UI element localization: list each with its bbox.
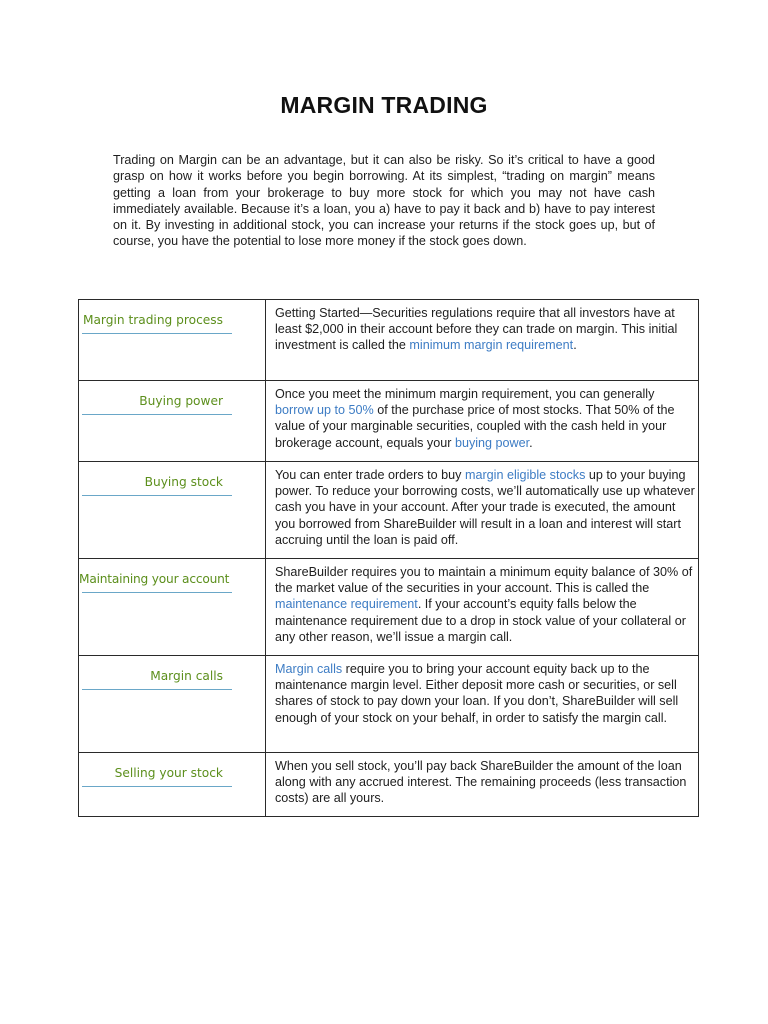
intro-paragraph: Trading on Margin can be an advantage, but it can also be risky. So it’s critical to have a good grasp on how it works before you begin borrowing. At its simplest, “trading on margin” means getting a loan from your brokerage to buy more stock for which you may not have cash immediately available. Because it’s a loan, you a) have to pay it back and b) have to pay interest on it. By investing in additional stock, you can increase your returns if the stock goes up, but of course, you have the potential to lose more money if the stock goes down. (113, 153, 655, 249)
row-text: up to your buying power. To reduce your borrowing costs, we’ll automatically use up whatever cash you have in your account. After your trade is executed, the amount you borrowed from ShareBuilder will result in a loan and interest will start accruing until the loan is paid off. (275, 468, 695, 547)
margin-calls-link[interactable]: Margin calls (275, 662, 343, 676)
row-text: Once you meet the minimum margin requirement, you can generally (275, 387, 655, 401)
row-description (266, 462, 699, 559)
row-label: Buying stock (144, 475, 223, 489)
row-label-cell (79, 559, 266, 656)
row-label-cell (79, 462, 266, 559)
borrow-up-to-50-link[interactable]: borrow up to 50% (275, 403, 374, 418)
margin-eligible-stocks-link[interactable]: margin eligible stocks (464, 468, 586, 482)
row-description (266, 559, 699, 656)
table-row (79, 559, 699, 656)
table-row (79, 462, 699, 559)
row-text: of the purchase price of most stocks. That 50% of the value of your marginable securities, coupled with the cash held in your brokerage account, equals your (275, 403, 675, 450)
label-underline (82, 689, 232, 690)
row-label-cell (79, 753, 266, 817)
label-underline (82, 592, 232, 593)
row-label: Margin trading process (82, 313, 223, 327)
row-text: ShareBuilder requires you to maintain a minimum equity balance of 30% of the market value of the securities in your account. This is called the (275, 565, 693, 596)
row-description (266, 381, 699, 462)
row-text: . (573, 338, 577, 353)
row-text: You can enter trade orders to buy (275, 468, 465, 482)
row-description (266, 656, 699, 753)
row-text: . (529, 435, 533, 450)
label-underline (82, 333, 232, 334)
table-row (79, 753, 699, 817)
label-underline (82, 786, 232, 787)
row-label-cell (79, 381, 266, 462)
row-label: Selling your stock (114, 766, 223, 780)
label-underline (82, 414, 232, 415)
maintenance-requirement-link[interactable]: maintenance requirement (275, 597, 418, 612)
table-row (79, 300, 699, 381)
table-row (79, 656, 699, 753)
row-text: Getting Started—Securities regulations require that all investors have at least $2,000 in their account before they can trade on margin. This initial investment is called the (275, 306, 678, 353)
row-label: Maintaining your account (79, 572, 230, 586)
row-description (266, 300, 699, 381)
buying-power-link[interactable]: buying power (454, 435, 530, 450)
margin-info-table (78, 299, 699, 817)
row-text: When you sell stock, you’ll pay back ShareBuilder the amount of the loan along with any accrued interest. The remaining proceeds (less transaction costs) are all yours. (275, 759, 687, 806)
table-row (79, 381, 699, 462)
row-label-cell (79, 656, 266, 753)
row-description (266, 753, 699, 817)
page-title: MARGIN TRADING (280, 92, 488, 118)
row-text: require you to bring your account equity back up to the maintenance margin level. Either deposit more cash or securities, or sell shares of stock to pay down your loan. If you don’t, ShareBuilder will sell enough of your stock on your behalf, in order to satisfy the margin call. (275, 662, 679, 725)
minimum-margin-requirement-link[interactable]: minimum margin requirement (409, 338, 574, 353)
row-label: Margin calls (150, 669, 223, 683)
row-text: . If your account’s equity falls below the maintenance requirement due to a drop in stock value of your collateral or any other reason, we’ll issue a margin call. (275, 597, 686, 644)
row-label-cell (79, 300, 266, 381)
label-underline (82, 495, 232, 496)
row-label: Buying power (139, 394, 223, 408)
